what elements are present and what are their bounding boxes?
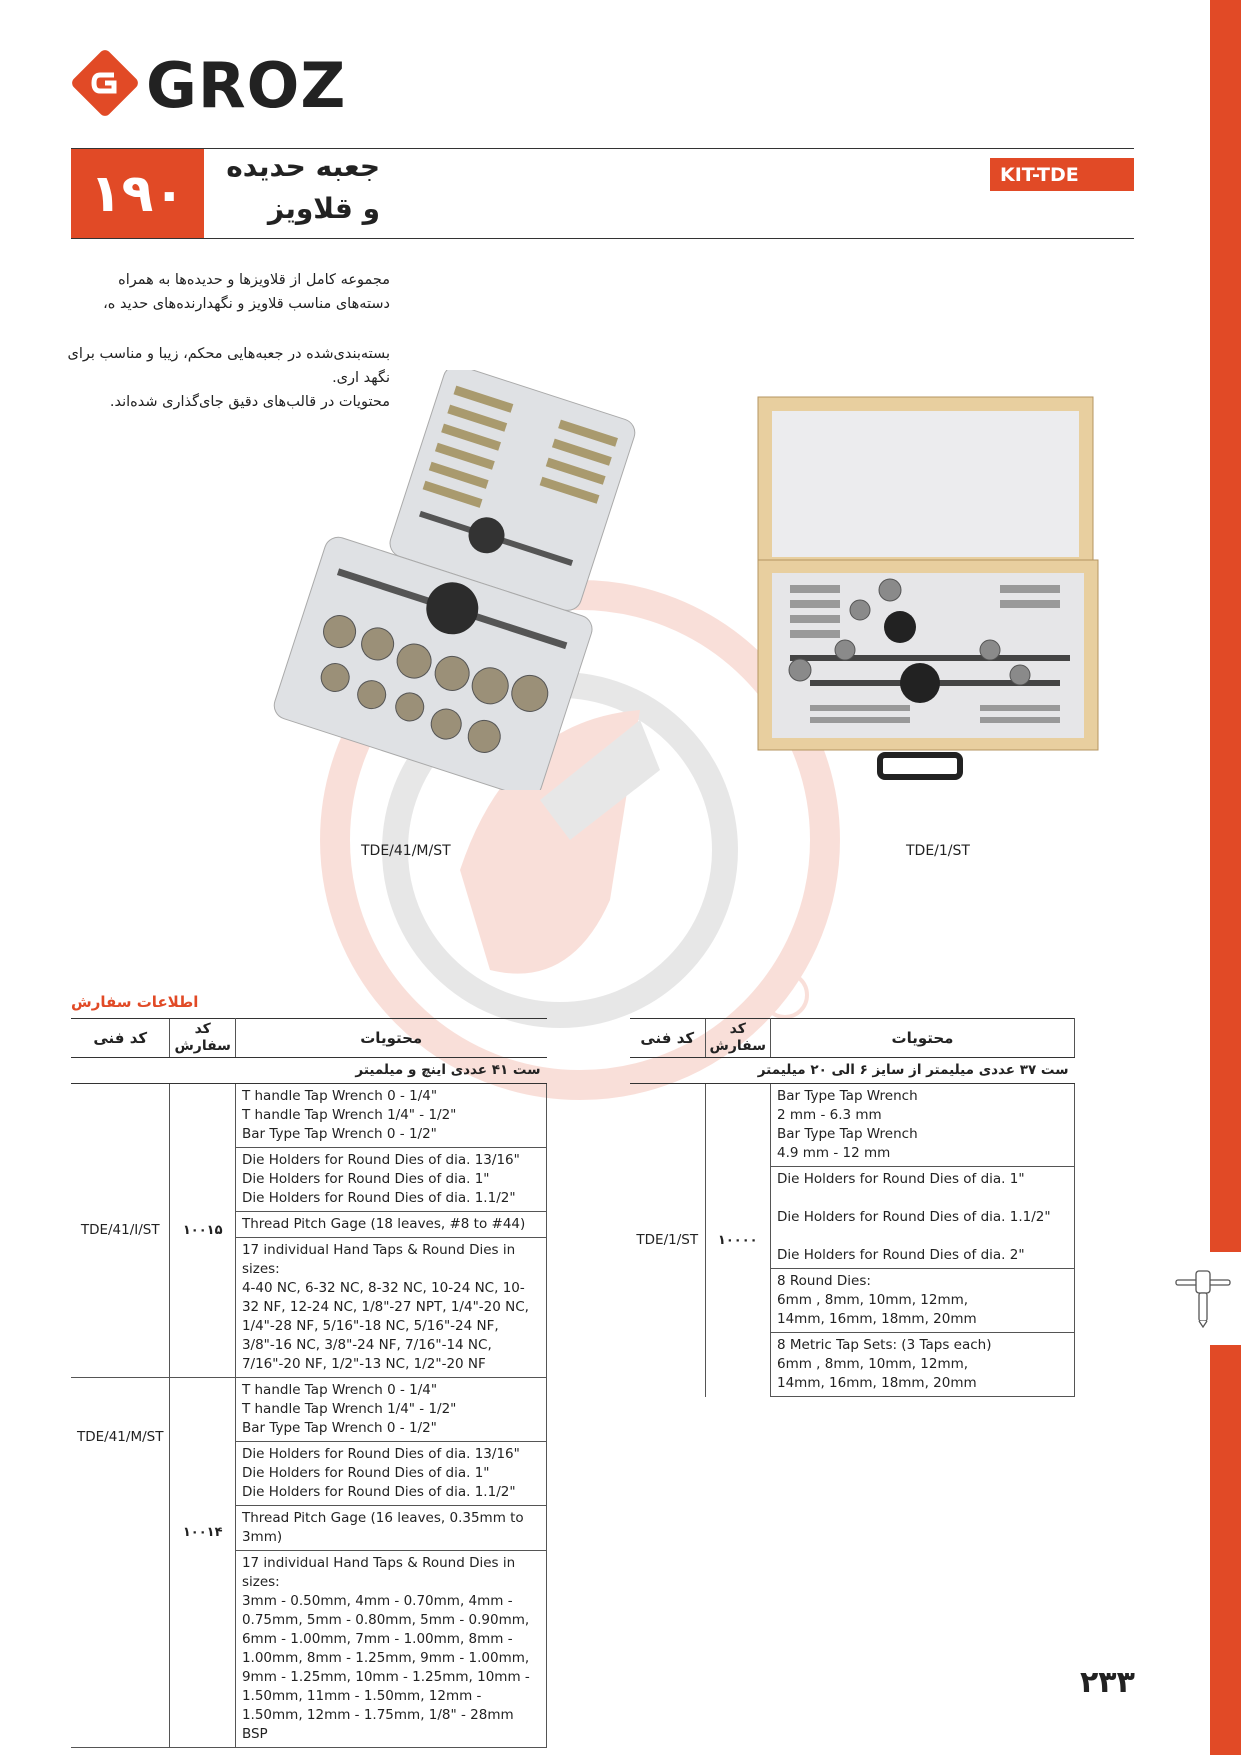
- contents-cell: 17 individual Hand Taps & Round Dies in sizes: 3mm - 0.50mm, 4mm - 0.70mm, 4mm - 0.75mm, 5mm - 0.80mm, 5mm - 0.90mm, 6mm - 1.00mm, 7mm - 1.00mm, 8mm - 1.00mm, 8mm - 1.25mm, 9mm - 1.00mm, 9mm - 1.25mm, 10mm - 1.25mm, 10mm - 1.50mm, 11mm - 1.50mm, 12mm - 1.50mm, 12mm - 1.75mm, 1/8" - 28mm BSP: [235, 1551, 546, 1748]
- technical-code: TDE/1/ST: [630, 1084, 705, 1397]
- description-paragraph-2: بسته‌بندی‌شده در جعبه‌هایی محکم، زیبا و مناسب برای نگهد اری. محتویات در قالب‌های دقیق جای‌گذاری شده‌اند.: [67, 346, 390, 410]
- table-subheading-row: [630, 1058, 1075, 1084]
- header-code: کد فنی: [630, 1019, 705, 1058]
- right-order-table: [630, 1018, 1075, 1397]
- section-number: ۱۹۰: [71, 149, 204, 238]
- header-order: کد سفارش: [705, 1019, 770, 1058]
- table-row: [71, 1084, 547, 1148]
- table-row: [71, 1378, 547, 1442]
- left-image-caption: TDE/41/M/ST: [361, 843, 451, 859]
- technical-code: TDE/41/I/ST: [71, 1084, 170, 1378]
- right-image-caption: TDE/1/ST: [906, 843, 970, 859]
- contents-cell: Die Holders for Round Dies of dia. 1" Die Holders for Round Dies of dia. 1.1/2" Die Holders for Round Dies of dia. 2": [770, 1167, 1074, 1269]
- title-line-2: و قلاویز: [267, 192, 380, 225]
- contents-cell: T handle Tap Wrench 0 - 1/4" T handle Tap Wrench 1/4" - 1/2" Bar Type Tap Wrench 0 - 1/2": [235, 1378, 546, 1442]
- contents-cell: Die Holders for Round Dies of dia. 13/16" Die Holders for Round Dies of dia. 1" Die Holders for Round Dies of dia. 1.1/2": [235, 1442, 546, 1506]
- product-image-wooden-case: [750, 395, 1100, 785]
- kit-code-badge: KIT-TDE: [990, 158, 1134, 191]
- order-code: ۱۰۰۱۵: [170, 1084, 235, 1378]
- page-title: [220, 146, 380, 230]
- technical-code: TDE/41/M/ST: [71, 1378, 170, 1748]
- right-accent-bar-bottom: [1210, 1345, 1241, 1755]
- header-order: کد سفارش: [170, 1019, 235, 1058]
- page-number: ۲۳۳: [1080, 1665, 1135, 1700]
- right-accent-bar-top: [1210, 0, 1241, 1252]
- order-info-heading: اطلاعات سفارش: [71, 993, 199, 1011]
- table-header-row: [71, 1019, 547, 1058]
- header-contents: محتویات: [770, 1019, 1074, 1058]
- brand-name: GROZ: [146, 48, 347, 122]
- header-contents: محتویات: [235, 1019, 546, 1058]
- table-row: [630, 1084, 1075, 1167]
- contents-cell: 17 individual Hand Taps & Round Dies in sizes: 4-40 NC, 6-32 NC, 8-32 NC, 10-24 NC, 10-32 NF, 12-24 NC, 1/8"-27 NPT, 1/4"-20 NC, 1/4"-28 NF, 5/16"-18 NC, 5/16"-24 NF, 3/8"-16 NC, 3/8"-24 NF, 7/16"-14 NC, 7/16"-20 NF, 1/2"-13 NC, 1/2"-20 NF: [235, 1238, 546, 1378]
- contents-cell: Die Holders for Round Dies of dia. 13/16" Die Holders for Round Dies of dia. 1" Die Holders for Round Dies of dia. 1.1/2": [235, 1148, 546, 1212]
- contents-cell: Thread Pitch Gage (18 leaves, #8 to #44): [235, 1212, 546, 1238]
- header-bottom-rule: [71, 238, 1134, 239]
- left-order-table: [71, 1018, 547, 1748]
- table-subheading-row: [71, 1058, 547, 1084]
- description-paragraph-1: مجموعه کامل از قلاویزها و حدیده‌ها به همراه دسته‌های مناسب قلاویز و نگهدارنده‌های حدید ه،: [103, 272, 390, 312]
- order-code: ۱۰۰۱۴: [170, 1378, 235, 1748]
- order-code: ۱۰۰۰۰: [705, 1084, 770, 1397]
- contents-cell: T handle Tap Wrench 0 - 1/4" T handle Tap Wrench 1/4" - 1/2" Bar Type Tap Wrench 0 - 1/2": [235, 1084, 546, 1148]
- contents-cell: Bar Type Tap Wrench 2 mm - 6.3 mm Bar Type Tap Wrench 4.9 mm - 12 mm: [770, 1084, 1074, 1167]
- table-subheading: ست ۴۱ عددی اینچ و میلمیتر: [71, 1058, 547, 1084]
- table-header-row: [630, 1019, 1075, 1058]
- contents-cell: Thread Pitch Gage (16 leaves, 0.35mm to 3mm): [235, 1506, 546, 1551]
- tap-wrench-icon[interactable]: [1172, 1268, 1241, 1328]
- contents-cell: 8 Round Dies: 6mm , 8mm, 10mm, 12mm, 14mm, 16mm, 18mm, 20mm: [770, 1269, 1074, 1333]
- groz-logo-icon: [70, 48, 140, 122]
- title-line-1: جعبه حدیده: [226, 150, 380, 183]
- table-subheading: ست ۳۷ عددی میلیمتر از سایز ۶ الی ۲۰ میلیمتر: [630, 1058, 1075, 1084]
- header-code: کد فنی: [71, 1019, 170, 1058]
- contents-cell: 8 Metric Tap Sets: (3 Taps each) 6mm , 8mm, 10mm, 12mm, 14mm, 16mm, 18mm, 20mm: [770, 1333, 1074, 1397]
- groz-logo: [70, 50, 346, 120]
- product-image-plastic-case: [262, 370, 682, 790]
